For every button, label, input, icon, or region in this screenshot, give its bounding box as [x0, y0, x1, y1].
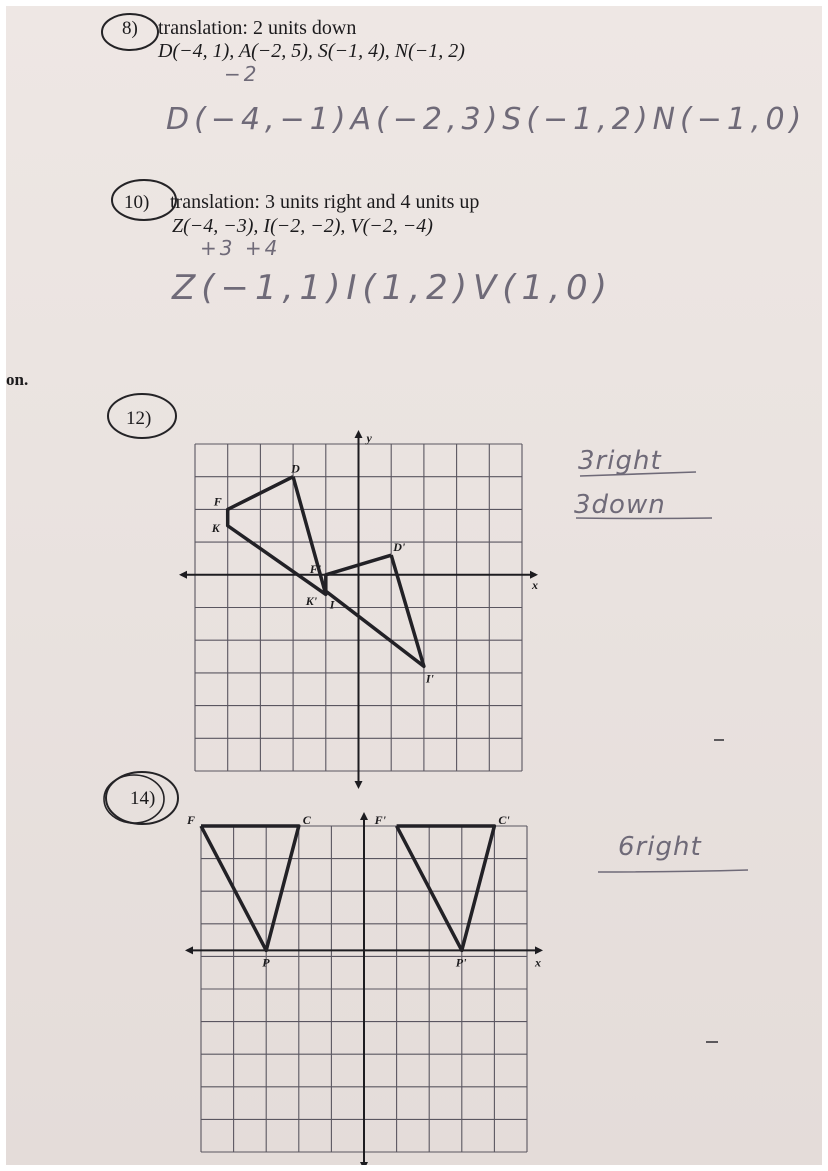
label-D-prime: D': [393, 540, 406, 555]
problem-14-answer: 6right: [618, 832, 702, 862]
problem-8-title: translation: 2 units down: [158, 17, 357, 39]
label-P-prime: P': [455, 955, 467, 970]
problem-12-underline-1: [580, 472, 696, 476]
figure-translated: [326, 555, 424, 666]
y-axis-arrow-down: [355, 781, 363, 789]
label-F-prime: F': [374, 813, 386, 827]
problem-10-work-answer: Z(−1,1)I(1,2)V(1,0): [172, 268, 613, 308]
y-axis-label: y: [366, 431, 372, 445]
margin-text: on.: [6, 370, 29, 389]
problem-10-title: translation: 3 units right and 4 units up: [170, 191, 480, 213]
label-F-prime: F': [309, 561, 322, 576]
y-axis-arrow-up: [360, 812, 368, 820]
label-I-prime: I': [425, 671, 434, 686]
label-K: K: [211, 520, 220, 535]
triangle-original: [201, 826, 299, 950]
problem-10-work-note: +3 +4: [200, 236, 281, 260]
label-F: F: [187, 813, 196, 827]
problem-12-answer-line2: 3down: [574, 490, 666, 520]
problem-10-number: 10): [124, 192, 150, 213]
problem-8-work-note: −2: [224, 62, 260, 86]
label-D: D: [291, 461, 300, 476]
label-I: I: [329, 597, 335, 612]
figure-original: [228, 477, 326, 595]
x-axis-arrow-left: [185, 946, 193, 954]
triangle-translated: [397, 826, 495, 950]
problem-14-number: 14): [130, 788, 156, 809]
problem-8-number: 8): [122, 18, 138, 39]
x-axis-label: x: [535, 955, 541, 970]
x-axis-label: x: [532, 577, 538, 592]
problem-14-underline: [598, 870, 748, 872]
problem-10-circle: [112, 180, 176, 220]
worksheet-drawings: [6, 6, 822, 1165]
label-F: F: [213, 494, 222, 509]
label-K-prime: K': [305, 594, 318, 609]
problem-12-answer-line1: 3right: [578, 446, 662, 476]
x-axis-arrow-right: [535, 946, 543, 954]
worksheet-page: [6, 6, 822, 1165]
problem-14-graph: [185, 812, 543, 1165]
problem-12-circle: [108, 394, 176, 438]
problem-8-circle: [102, 14, 158, 50]
problem-8-work-answer: D(−4,−1)A(−2,3)S(−1,2)N(−1,0): [166, 102, 807, 137]
x-axis-arrow-left: [179, 571, 187, 579]
problem-12-underline-2: [576, 518, 712, 519]
problem-10-points: Z(−4, −3), I(−2, −2), V(−2, −4): [172, 215, 433, 237]
label-C-prime: C': [498, 813, 510, 827]
label-P: P: [262, 955, 270, 970]
problem-14-circle-outer: [104, 775, 164, 823]
problem-8-points: D(−4, 1), A(−2, 5), S(−1, 4), N(−1, 2): [158, 40, 465, 62]
problem-12-graph: [179, 430, 538, 789]
y-axis-arrow-up: [355, 430, 363, 438]
y-axis-arrow-down: [360, 1162, 368, 1165]
problem-12-number: 12): [126, 408, 152, 429]
label-C: C: [302, 813, 311, 827]
